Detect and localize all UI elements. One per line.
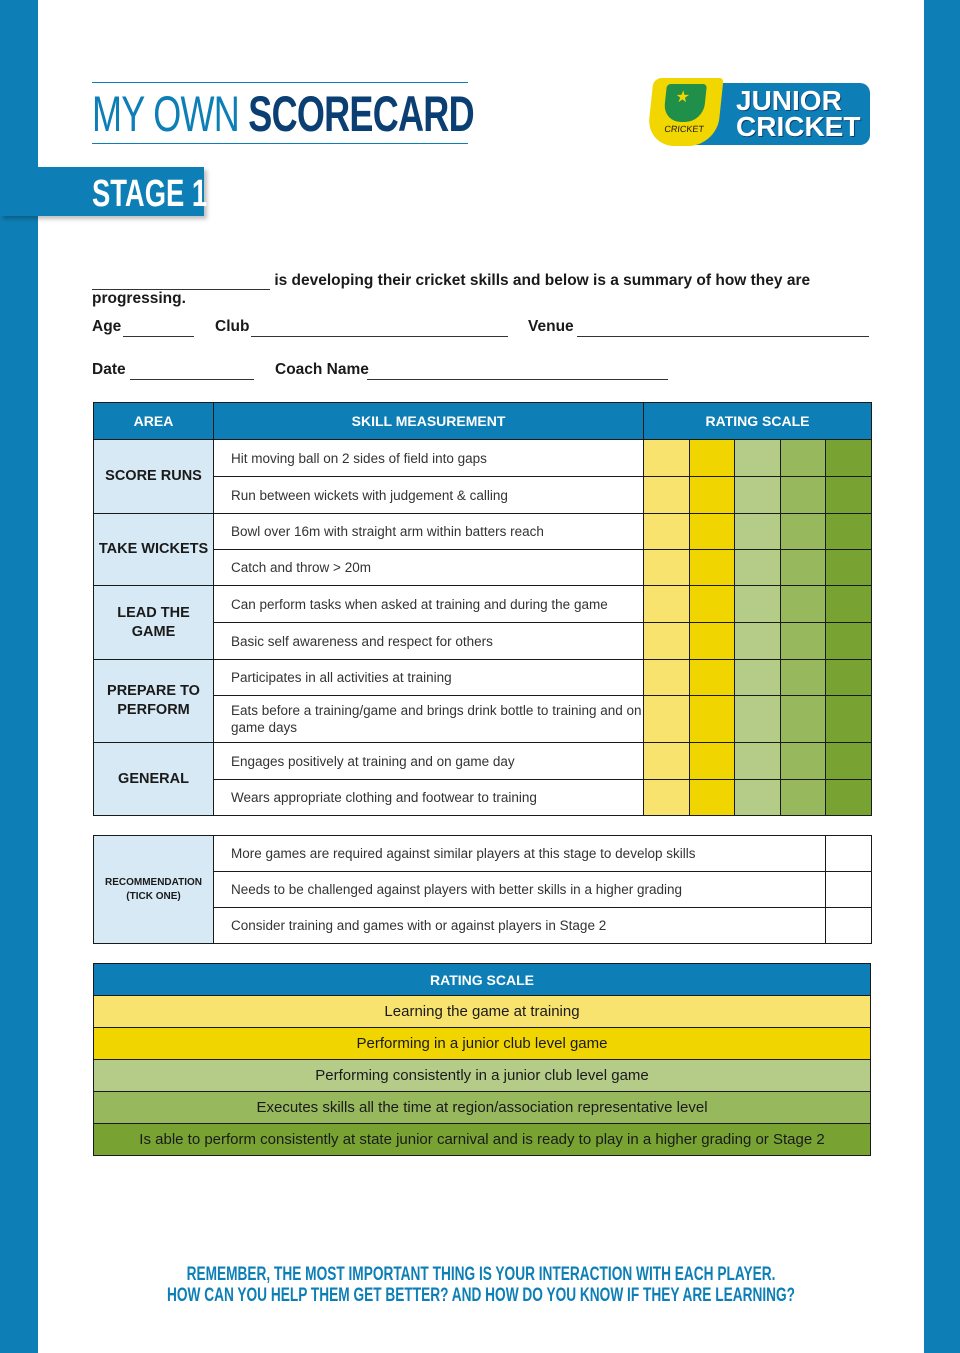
table-row xyxy=(94,1028,871,1060)
rating-level-5: Is able to perform consistently at state junior carnival and is ready to play in a higher grading or Stage 2 xyxy=(94,1124,871,1156)
rating-cell-1[interactable] xyxy=(644,696,690,743)
area-score-runs: SCORE RUNS xyxy=(94,440,214,514)
rating-cell-4[interactable] xyxy=(781,743,826,780)
skill-cell: Basic self awareness and respect for others xyxy=(214,623,644,660)
rec-label-line2: (TICK ONE) xyxy=(126,890,181,902)
table-header-row xyxy=(94,403,872,440)
rating-cell-3[interactable] xyxy=(735,623,781,660)
recommendation-label xyxy=(94,836,214,944)
rating-cell-2[interactable] xyxy=(690,696,735,743)
rating-level-1: Learning the game at training xyxy=(94,996,871,1028)
table-row xyxy=(94,1092,871,1124)
rating-cell-4[interactable] xyxy=(781,514,826,550)
rating-cell-1[interactable] xyxy=(644,477,690,514)
star-icon: ★ xyxy=(674,89,691,106)
rating-cell-2[interactable] xyxy=(690,477,735,514)
club-label: Club xyxy=(215,318,250,335)
area-line: LEAD THE xyxy=(117,604,190,621)
rating-cell-5[interactable] xyxy=(826,623,872,660)
skill-cell: Participates in all activities at training xyxy=(214,660,644,696)
area-line: PERFORM xyxy=(117,702,190,718)
rating-cell-3[interactable] xyxy=(735,743,781,780)
skill-cell: Bowl over 16m with straight arm within batters reach xyxy=(214,514,644,550)
rating-cell-3[interactable] xyxy=(735,696,781,743)
rec-label-line1: RECOMMENDATION xyxy=(104,876,203,888)
title-bold: SCORECARD xyxy=(248,86,474,142)
rating-cell-3[interactable] xyxy=(735,586,781,623)
rating-level-2: Performing in a junior club level game xyxy=(94,1028,871,1060)
skill-cell: Eats before a training/game and brings drink bottle to training and on game days xyxy=(214,696,644,743)
age-field[interactable] xyxy=(123,336,194,337)
rating-cell-5[interactable] xyxy=(826,586,872,623)
rating-cell-1[interactable] xyxy=(644,514,690,550)
title-light: MY OWN xyxy=(92,86,240,142)
skill-header: SKILL MEASUREMENT xyxy=(214,403,644,440)
footer-line1: REMEMBER, THE MOST IMPORTANT THING IS YOUR INTERACTION WITH EACH PLAYER. xyxy=(186,1264,776,1285)
date-label: Date xyxy=(92,361,126,378)
rating-cell-4[interactable] xyxy=(781,696,826,743)
skill-cell: Run between wickets with judgement & calling xyxy=(214,477,644,514)
rating-cell-1[interactable] xyxy=(644,550,690,586)
rating-cell-5[interactable] xyxy=(826,780,872,816)
rating-cell-4[interactable] xyxy=(781,623,826,660)
rating-cell-2[interactable] xyxy=(690,743,735,780)
rating-cell-2[interactable] xyxy=(690,586,735,623)
rating-cell-3[interactable] xyxy=(735,514,781,550)
table-row xyxy=(94,743,872,780)
club-field[interactable] xyxy=(251,336,508,337)
table-row xyxy=(94,996,871,1028)
skill-cell: Engages positively at training and on game day xyxy=(214,743,644,780)
rating-cell-5[interactable] xyxy=(826,477,872,514)
logo-small-text: CRICKET xyxy=(663,124,705,134)
skill-cell: Hit moving ball on 2 sides of field into gaps xyxy=(214,440,644,477)
rating-cell-4[interactable] xyxy=(781,780,826,816)
player-name-blank[interactable] xyxy=(92,272,270,290)
rating-scale-header: RATING SCALE xyxy=(94,964,871,996)
rating-cell-5[interactable] xyxy=(826,660,872,696)
stage-label: STAGE 1 xyxy=(92,173,208,215)
rating-cell-5[interactable] xyxy=(826,440,872,477)
rating-cell-3[interactable] xyxy=(735,660,781,696)
table-row xyxy=(94,514,872,550)
area-general: GENERAL xyxy=(94,743,214,816)
skill-cell: Can perform tasks when asked at training and during the game xyxy=(214,586,644,623)
rating-cell-1[interactable] xyxy=(644,743,690,780)
rating-cell-3[interactable] xyxy=(735,550,781,586)
date-field[interactable] xyxy=(130,379,254,380)
rating-cell-2[interactable] xyxy=(690,440,735,477)
rating-cell-3[interactable] xyxy=(735,477,781,514)
coach-name-field[interactable] xyxy=(367,379,668,380)
venue-field[interactable] xyxy=(577,336,869,337)
logo-text-line1: JUNIOR xyxy=(736,85,842,116)
age-label: Age xyxy=(92,318,122,335)
table-row xyxy=(94,836,872,872)
right-edge-bar xyxy=(924,0,960,1353)
area-lead-the-game xyxy=(94,586,214,660)
recommendation-option: More games are required against similar players at this stage to develop skills xyxy=(214,836,826,872)
rating-cell-1[interactable] xyxy=(644,623,690,660)
recommendation-table xyxy=(93,835,872,944)
rating-scale-legend xyxy=(93,963,871,1156)
rating-cell-5[interactable] xyxy=(826,514,872,550)
table-header-row xyxy=(94,964,871,996)
venue-label: Venue xyxy=(528,318,574,335)
table-row xyxy=(94,440,872,477)
rating-cell-2[interactable] xyxy=(690,550,735,586)
table-row xyxy=(94,1060,871,1092)
area-take-wickets: TAKE WICKETS xyxy=(94,514,214,586)
rating-cell-5[interactable] xyxy=(826,550,872,586)
junior-cricket-logo xyxy=(650,78,870,146)
rating-cell-5[interactable] xyxy=(826,696,872,743)
intro-sentence xyxy=(92,272,872,307)
logo-text xyxy=(736,85,861,142)
rating-cell-2[interactable] xyxy=(690,660,735,696)
table-row xyxy=(94,586,872,623)
footer-message xyxy=(38,1264,924,1306)
rating-cell-1[interactable] xyxy=(644,660,690,696)
intro-text: is developing their cricket skills and below is a summary of how they are progressing. xyxy=(92,272,811,307)
rating-header: RATING SCALE xyxy=(644,403,872,440)
rating-cell-1[interactable] xyxy=(644,780,690,816)
rating-cell-2[interactable] xyxy=(690,514,735,550)
rating-cell-3[interactable] xyxy=(735,780,781,816)
rating-cell-4[interactable] xyxy=(781,477,826,514)
rating-cell-5[interactable] xyxy=(826,743,872,780)
logo-text-line2: CRICKET xyxy=(736,111,861,142)
recommendation-option: Consider training and games with or against players in Stage 2 xyxy=(214,908,826,944)
rating-cell-4[interactable] xyxy=(781,586,826,623)
page-title xyxy=(92,82,474,144)
rating-cell-1[interactable] xyxy=(644,440,690,477)
skill-cell: Catch and throw > 20m xyxy=(214,550,644,586)
rating-cell-2[interactable] xyxy=(690,780,735,816)
tick-box[interactable] xyxy=(826,908,872,944)
area-line: PREPARE TO xyxy=(107,683,200,699)
tick-box[interactable] xyxy=(826,872,872,908)
area-prepare-to-perform xyxy=(94,660,214,743)
rating-cell-4[interactable] xyxy=(781,440,826,477)
footer-line2: HOW CAN YOU HELP THEM GET BETTER? AND HOW DO YOU KNOW IF THEY ARE LEARNING? xyxy=(166,1285,796,1306)
rating-cell-2[interactable] xyxy=(690,623,735,660)
area-header: AREA xyxy=(94,403,214,440)
table-row xyxy=(94,1124,871,1156)
stage-banner xyxy=(0,167,208,216)
recommendation-option: Needs to be challenged against players with better skills in a higher grading xyxy=(214,872,826,908)
tick-box[interactable] xyxy=(826,836,872,872)
rating-cell-1[interactable] xyxy=(644,586,690,623)
rating-cell-3[interactable] xyxy=(735,440,781,477)
rating-cell-4[interactable] xyxy=(781,660,826,696)
skill-cell: Wears appropriate clothing and footwear to training xyxy=(214,780,644,816)
coach-name-label: Coach Name xyxy=(275,361,369,378)
rating-cell-4[interactable] xyxy=(781,550,826,586)
rating-level-3: Performing consistently in a junior club level game xyxy=(94,1060,871,1092)
skills-table xyxy=(93,402,872,816)
rating-level-4: Executes skills all the time at region/association representative level xyxy=(94,1092,871,1124)
area-line: GAME xyxy=(131,623,176,640)
table-row xyxy=(94,660,872,696)
